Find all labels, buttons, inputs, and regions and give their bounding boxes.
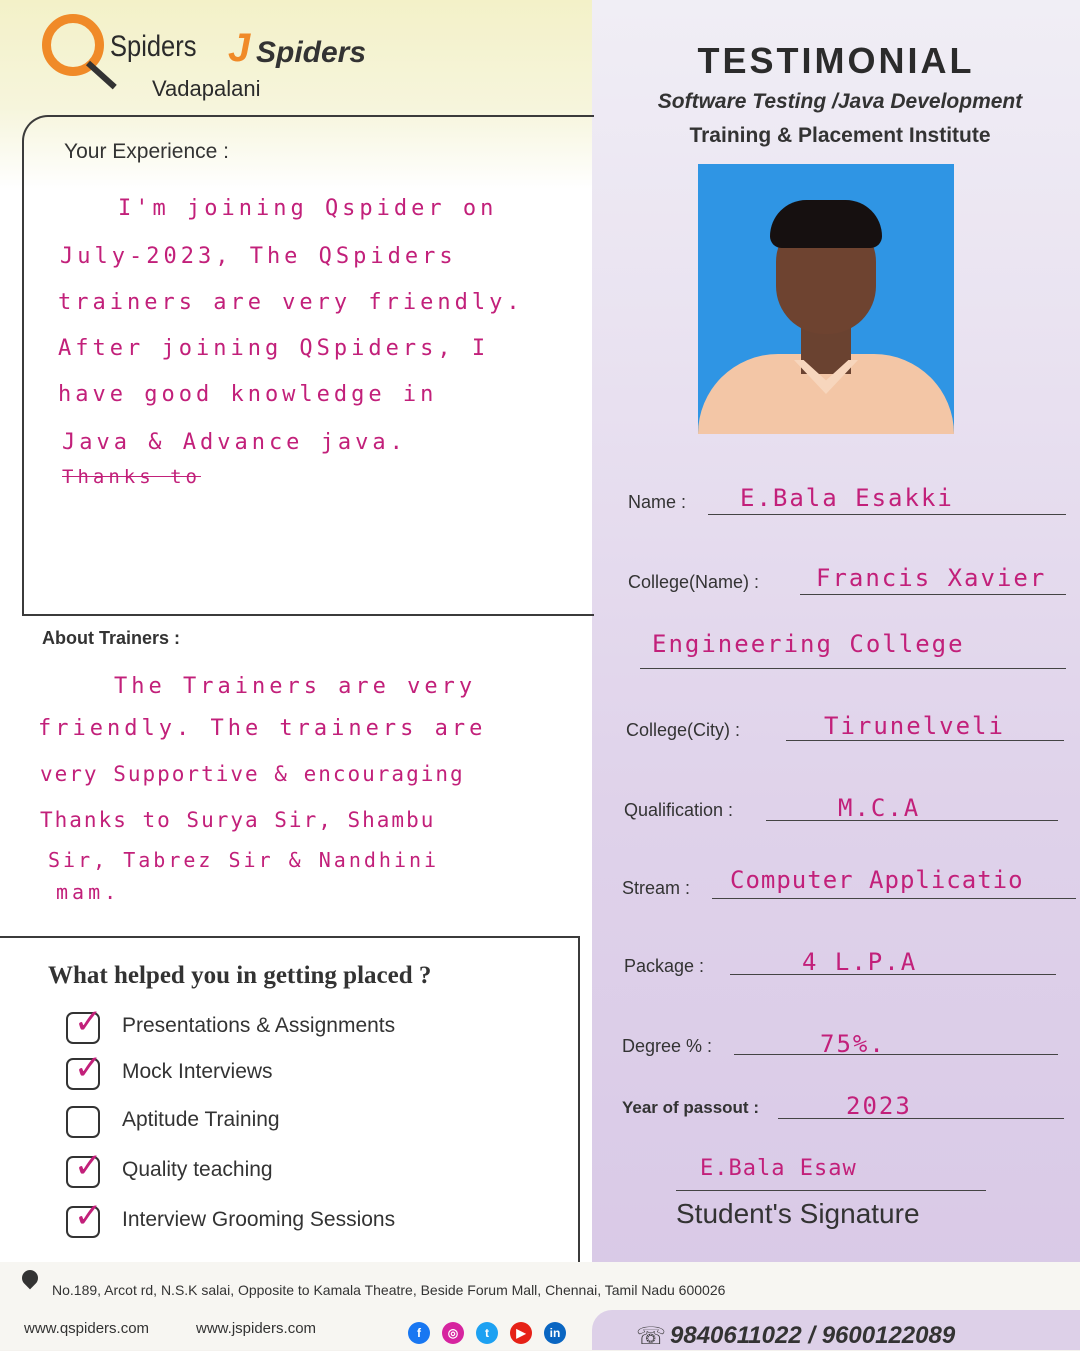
stream-label: Stream : (622, 878, 691, 898)
help-question: What helped you in getting placed ? (48, 962, 432, 989)
trainers-line: The Trainers are very (114, 674, 477, 699)
section-divider (22, 614, 594, 616)
branch-name: Vadapalani (152, 76, 261, 101)
photo-hair (770, 200, 882, 248)
checkmark-icon: ✓ (74, 1048, 103, 1088)
brand-j-letter: J (228, 26, 251, 70)
experience-line: Thanks to (62, 466, 201, 488)
option-label: Mock Interviews (122, 1060, 273, 1083)
qualification-label: Qualification : (624, 800, 734, 820)
checkmark-icon: ✓ (74, 1146, 103, 1186)
college-city-value[interactable]: Tirunelveli (824, 712, 1005, 740)
experience-line: After joining QSpiders, I (58, 336, 490, 361)
instagram-icon[interactable]: ◎ (442, 1322, 464, 1344)
qspiders-website-link[interactable]: www.qspiders.com (24, 1320, 150, 1337)
experience-line: July-2023, The QSpiders (60, 244, 457, 269)
option-label: Quality teaching (122, 1158, 273, 1181)
checkbox[interactable] (66, 1106, 100, 1138)
year-value[interactable]: 2023 (846, 1092, 912, 1120)
trainers-label: About Trainers : (42, 628, 181, 648)
facebook-icon[interactable]: f (408, 1322, 430, 1344)
college-name-label: College(Name) : (628, 572, 760, 592)
student-photo (698, 164, 954, 434)
college-name-line (800, 594, 1066, 595)
stream-line (712, 898, 1076, 899)
degree-line (734, 1054, 1058, 1055)
experience-line: trainers are very friendly. (58, 290, 524, 315)
college-name-value[interactable]: Francis Xavier (816, 564, 1047, 592)
package-value[interactable]: 4 L.P.A (802, 948, 918, 976)
name-line (708, 514, 1066, 515)
trainers-line: very Supportive & encouraging (40, 762, 465, 786)
experience-line: I'm joining Qspider on (118, 196, 498, 221)
brand-name-qspiders: Spiders (110, 30, 197, 63)
subtitle-institute: Training & Placement Institute (689, 124, 991, 147)
experience-line: Java & Advance java. (62, 430, 407, 455)
trainers-line: Sir, Tabrez Sir & Nandhini (48, 848, 440, 872)
degree-label: Degree % : (622, 1036, 713, 1056)
phone-icon: ☏ (636, 1323, 667, 1350)
qualification-value[interactable]: M.C.A (838, 794, 921, 822)
degree-value[interactable]: 75%. (820, 1030, 886, 1058)
trainers-line: Thanks to Surya Sir, Shambu (40, 808, 436, 832)
name-value[interactable]: E.Bala Esakki (740, 484, 954, 512)
signature-value[interactable]: E.Bala Esaw (700, 1156, 857, 1181)
experience-box (22, 115, 594, 615)
year-line (778, 1118, 1064, 1119)
option-label: Presentations & Assignments (122, 1014, 396, 1037)
trainers-line: friendly. The trainers are (38, 716, 487, 741)
checkmark-icon: ✓ (74, 1002, 103, 1042)
option-label: Aptitude Training (122, 1108, 280, 1131)
jspiders-website-link[interactable]: www.jspiders.com (196, 1320, 317, 1337)
experience-line: have good knowledge in (58, 382, 438, 407)
name-label: Name : (628, 492, 687, 512)
year-label: Year of passout : (622, 1098, 759, 1117)
linkedin-icon[interactable]: in (544, 1322, 566, 1344)
checkmark-icon: ✓ (74, 1196, 103, 1236)
option-label: Interview Grooming Sessions (122, 1208, 396, 1231)
brand-name-jspiders: Spiders (256, 36, 367, 69)
experience-label: Your Experience : (64, 140, 229, 163)
subtitle-courses: Software Testing /Java Development (657, 90, 1023, 113)
college-city-line (786, 740, 1064, 741)
page-title: TESTIMONIAL (697, 40, 975, 81)
address: No.189, Arcot rd, N.S.K salai, Opposite to Kamala Theatre, Beside Forum Mall, Chennai, Tamil Nadu 600026 (52, 1282, 726, 1298)
college-name-line-2 (640, 668, 1066, 669)
youtube-icon[interactable]: ▶ (510, 1322, 532, 1344)
twitter-icon[interactable]: t (476, 1322, 498, 1344)
stream-value[interactable]: Computer Applicatio (730, 866, 1024, 894)
college-city-label: College(City) : (626, 720, 741, 740)
phone-numbers[interactable]: 9840611022 / 9600122089 (670, 1322, 956, 1349)
package-label: Package : (624, 956, 705, 976)
trainers-line: mam. (56, 880, 121, 904)
college-name-value-2[interactable]: Engineering College (652, 630, 965, 658)
signature-line (676, 1190, 986, 1191)
signature-caption: Student's Signature (676, 1198, 920, 1229)
